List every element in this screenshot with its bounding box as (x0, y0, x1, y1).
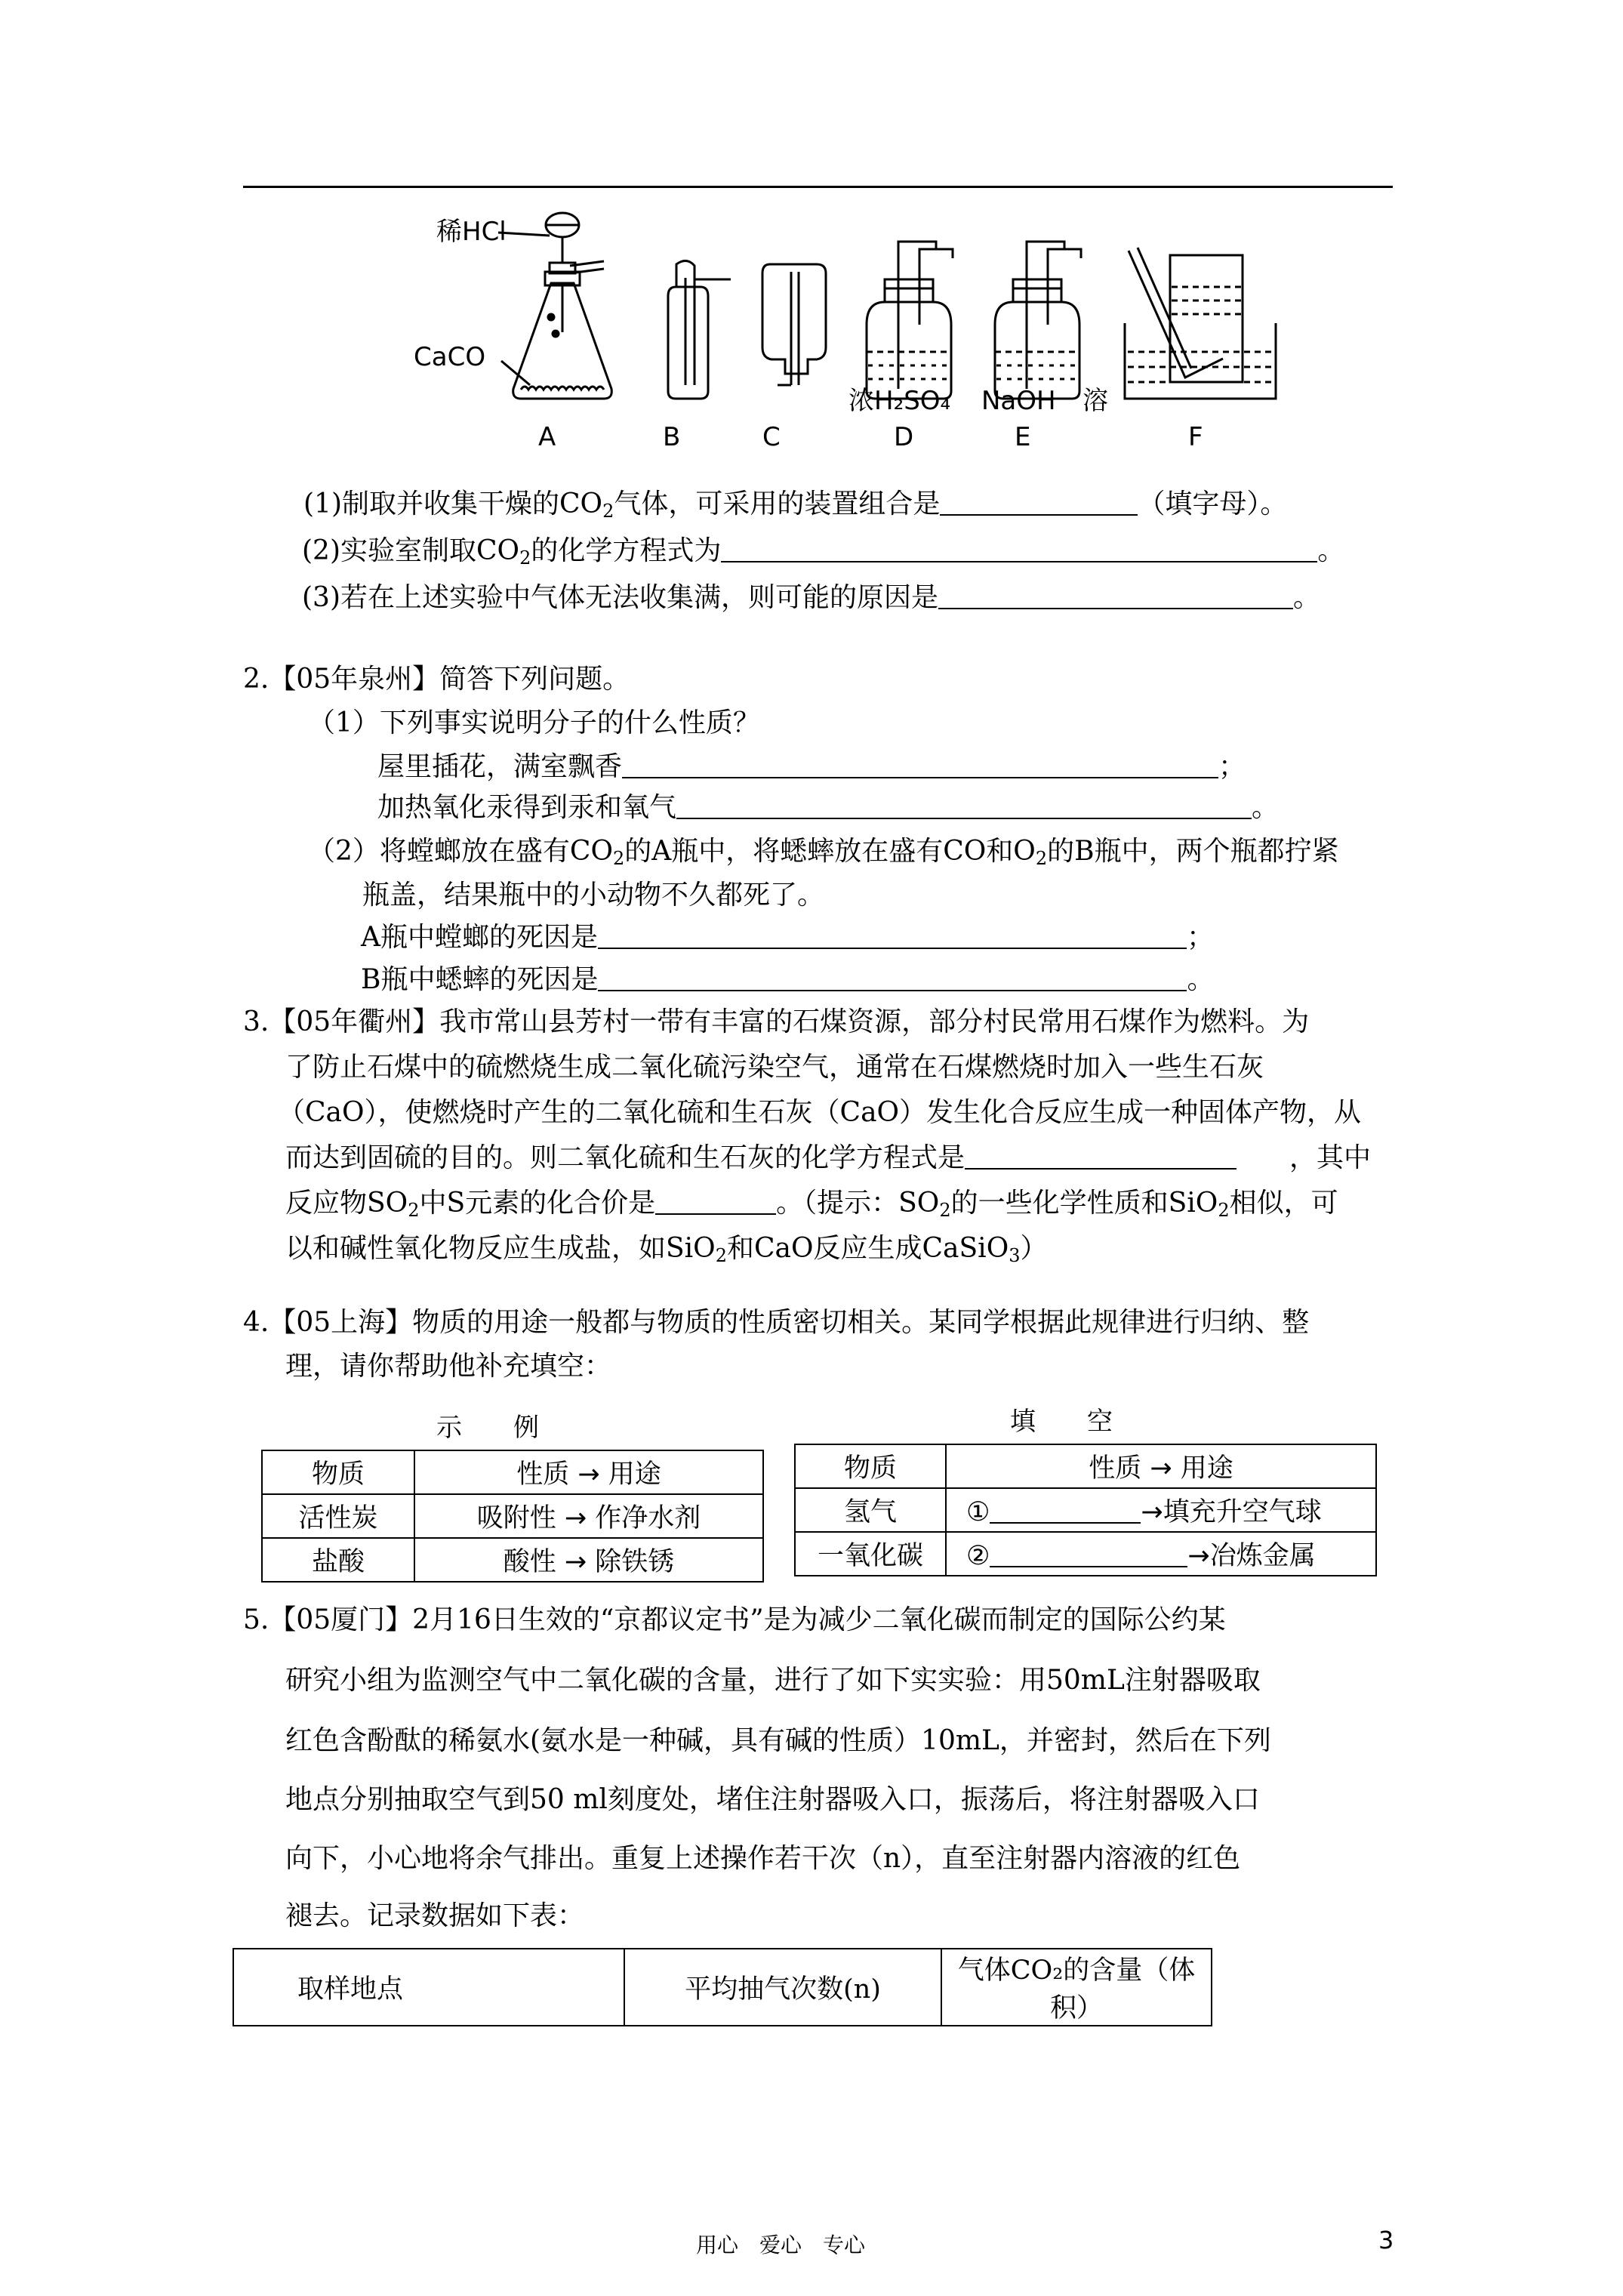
q4-fill-blank-2[interactable] (990, 1543, 1187, 1567)
q2-sub2b: B瓶中蟋蟀的死因是 。 (361, 964, 1215, 995)
table-cell: 酸性 → 除铁锈 (414, 1538, 763, 1582)
q2-sub1a-blank[interactable] (622, 754, 1218, 778)
table-cell: 平均抽气次数(n) (624, 1949, 941, 2026)
q5-data-table (233, 1948, 1212, 2026)
q3-line6: 以和碱性氧化物反应生成盐，如SiO$_2$和CaO反应生成CaSiO$_3$） (285, 1233, 1048, 1266)
q3-valence-blank[interactable] (655, 1191, 776, 1215)
reagent-naoh-label: NaOH (981, 386, 1056, 416)
q1-part1: (1)制取并收集干燥的$CO_2$气体，可采用的装置组合是 （填字母）。 (303, 488, 1288, 522)
table-cell: ① →填充升空气球 (946, 1488, 1376, 1532)
q2-sub1b-blank[interactable] (676, 795, 1252, 819)
apparatus-label-c: C (762, 422, 781, 452)
q2-sub2-line1: （2）将螳螂放在盛有$CO_2$的A瓶中，将蟋蟀放在盛有CO和$O_2$的B瓶中，两个瓶都拧紧 (308, 836, 1339, 869)
q5-line4: 地点分别抽取空气到50 ml刻度处，堵住注射器吸入口，振荡后，将注射器吸入口 (285, 1784, 1260, 1815)
q3-line4: 而达到固硫的目的。则二氧化硫和生石灰的化学方程式是 ，其中 (285, 1142, 1372, 1173)
table-row (233, 1949, 1212, 2026)
table-row (795, 1488, 1376, 1532)
apparatus-label-d: D (894, 422, 914, 452)
q2-sub2a: A瓶中螳螂的死因是 ； (361, 922, 1215, 953)
table-cell: 性质 → 用途 (946, 1444, 1376, 1488)
q2-sub2b-blank[interactable] (598, 967, 1187, 991)
table-cell: 活性炭 (262, 1494, 414, 1538)
q4-example-table (261, 1450, 764, 1583)
table-cell: 性质 → 用途 (414, 1450, 763, 1494)
q2-sub2-line2: 瓶盖，结果瓶中的小动物不久都死了。 (362, 880, 825, 911)
q2-sub1a: 屋里插花，满室飘香 ； (377, 751, 1246, 782)
q5-line6: 褪去。记录数据如下表： (285, 1900, 585, 1931)
q5-line5: 向下，小心地将余气排出。重复上述操作若干次（n），直至注射器内溶液的红色 (285, 1843, 1241, 1874)
table-cell: 取样地点 (233, 1949, 624, 2026)
apparatus-d-drawing (867, 242, 953, 399)
table-cell: ② →冶炼金属 (946, 1532, 1376, 1576)
q4-fill-blank-1[interactable] (990, 1499, 1141, 1524)
apparatus-label-f: F (1188, 422, 1203, 452)
q2-header: 2.【05年泉州】简答下列问题。 (243, 664, 630, 695)
table-cell: 盐酸 (262, 1538, 414, 1582)
table-row (795, 1444, 1376, 1488)
header-rule (243, 186, 1393, 188)
q5-line1: 5.【05厦门】2月16日生效的“京都议定书”是为减少二氧化碳而制定的国际公约某 (243, 1604, 1226, 1635)
apparatus-label-e: E (1015, 422, 1031, 452)
q2-sub1: （1）下列事实说明分子的什么性质？ (308, 707, 760, 738)
q3-equation-blank[interactable] (965, 1145, 1236, 1170)
q4-line2: 理，请你帮助他补充填空： (285, 1351, 612, 1382)
table-row (262, 1494, 763, 1538)
reagent-conc-h2so4-label: 浓H₂SO₄ (848, 386, 951, 416)
table-row (262, 1450, 763, 1494)
q5-line2: 研究小组为监测空气中二氧化碳的含量，进行了如下实实验：用50mL注射器吸取 (285, 1665, 1261, 1696)
q5-line3: 红色含酚酞的稀氨水(氨水是一种碱，具有碱的性质）10mL，并密封，然后在下列 (285, 1725, 1271, 1756)
table-cell: 物质 (795, 1444, 946, 1488)
q2-sub1b: 加热氧化汞得到汞和氧气 。 (377, 792, 1280, 823)
reagent-dilute-hcl-label: 稀HCl (436, 217, 507, 247)
q3-line1: 3.【05年衢州】我市常山县芳村一带有丰富的石煤资源，部分村民常用石煤作为燃料。为 (243, 1006, 1310, 1037)
q4-fill-title: 填 空 (1010, 1407, 1113, 1437)
table-cell: 一氧化碳 (795, 1532, 946, 1576)
q1-part2: (2)实验室制取$CO_2$的化学方程式为 。 (302, 535, 1345, 569)
table-cell: 物质 (262, 1450, 414, 1494)
apparatus-a-drawing (498, 213, 611, 399)
q3-line2: 了防止石煤中的硫燃烧生成二氧化硫污染空气，通常在石煤燃烧时加入一些生石灰 (285, 1052, 1264, 1083)
apparatus-b-drawing (668, 260, 731, 399)
apparatus-e-drawing (995, 242, 1081, 399)
q4-line1: 4.【05上海】物质的用途一般都与物质的性质密切相关。某同学根据此规律进行归纳、整 (243, 1307, 1310, 1338)
apparatus-f-drawing (1125, 248, 1276, 399)
apparatus-label-b: B (663, 422, 681, 452)
footer-motto: 用心 爱心 专心 (696, 2233, 866, 2257)
apparatus-label-a: A (538, 422, 556, 452)
page-number: 3 (1378, 2226, 1394, 2254)
reagent-solution-label: 溶 (1083, 386, 1108, 416)
table-row (795, 1532, 1376, 1576)
apparatus-c-drawing (762, 264, 826, 385)
q1-part2-blank[interactable] (721, 538, 1317, 562)
table-cell: 气体CO₂的含量（体积） (941, 1949, 1212, 2026)
q2-sub2a-blank[interactable] (598, 925, 1187, 949)
q4-fill-table (794, 1444, 1377, 1576)
q3-line3: （CaO），使燃烧时产生的二氧化硫和生石灰（CaO）发生化合反应生成一种固体产物，从 (278, 1097, 1362, 1128)
q1-part3-blank[interactable] (938, 585, 1293, 609)
q4-example-title: 示 例 (436, 1413, 539, 1443)
table-cell: 氢气 (795, 1488, 946, 1532)
q3-line5: 反应物$SO_2$中S元素的化合价是 。（提示：$SO_2$的一些化学性质和SiO$_2$相似，可 (285, 1188, 1338, 1221)
reagent-caco3-label: CaCO (414, 342, 486, 372)
q1-part3: (3)若在上述实验中气体无法收集满，则可能的原因是 。 (302, 582, 1321, 613)
table-cell: 吸附性 → 作净水剂 (414, 1494, 763, 1538)
q1-part1-blank[interactable] (940, 492, 1138, 516)
table-row (262, 1538, 763, 1582)
